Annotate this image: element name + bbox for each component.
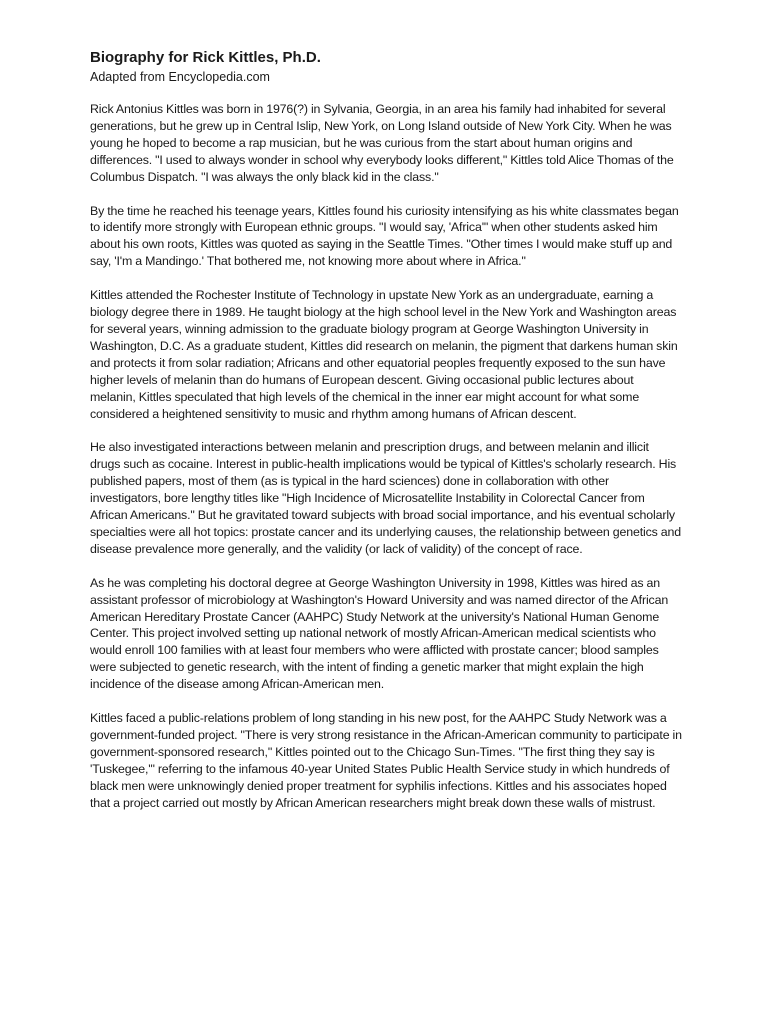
document-subtitle: Adapted from Encyclopedia.com [90,70,270,84]
paragraph-2: By the time he reached his teenage years, Kittles found his curiosity intensifying as his white classmates began to identify more strongly with European ethnic groups. "I would say, 'Africa'" when other students asked him about his own roots, Kittles was quoted as saying in the Seattle Times. "Other times I would make stuff up and say, 'I'm a Mandingo.' That bothered me, not knowing more about where in Africa." [90,203,679,269]
paragraph-3: Kittles attended the Rochester Institute of Technology in upstate New York as an undergraduate, earning a biology degree there in 1989. He taught biology at the high school level in the New York and Washington areas for several years, winning admission to the graduate biology program at George Washington University in Washington, D.C. As a graduate student, Kittles did research on melanin, the pigment that darkens human skin and protects it from solar radiation; Africans and other equatorial peoples frequently exposed to the sun have higher levels of melanin than do humans of European descent. Giving occasional public lectures about melanin, Kittles speculated that high levels of the chemical in the inner ear might account for what some considered a heightened sensitivity to music and rhythm among humans of African descent. [90,288,678,421]
paragraph-1: Rick Antonius Kittles was born in 1976(?) in Sylvania, Georgia, in an area his family had inhabited for several generations, but he grew up in Central Islip, New York, on Long Island outside of New York City. When he was young he hoped to become a rap musician, but he was curious from the start about human origins and differences. "I used to always wonder in school why everybody looks different," Kittles told Alice Thomas of the Columbus Dispatch. "I was always the only black kid in the class." [90,102,674,184]
paragraph-6: Kittles faced a public-relations problem of long standing in his new post, for the AAHPC Study Network was a government-funded project. "There is very strong resistance in the African-American community to participate in government-sponsored research," Kittles pointed out to the Chicago Sun-Times. "The first thing they say is 'Tuskegee,'" referring to the infamous 40-year United States Public Health Service study in which hundreds of black men were unknowingly denied proper treatment for syphilis infections. Kittles and his associates hoped that a project carried out mostly by African American researchers might break down these walls of mistrust. [90,711,682,810]
paragraph-4: He also investigated interactions between melanin and prescription drugs, and between melanin and illicit drugs such as cocaine. Interest in public-health implications would be typical of Kittles's scholarly research. His published papers, most of them (as is typical in the hard sciences) done in collaboration with other investigators, bore lengthy titles like "High Incidence of Microsatellite Instability in Colorectal Cancer from African Americans." But he gravitated toward subjects with broad social importance, and his eventual scholarly specialties were all hot topics: prostate cancer and its underlying causes, the relationship between genetics and disease prevalence more generally, and the validity (or lack of validity) of the concept of race. [90,440,681,556]
document-page [90,48,682,829]
paragraph-5: As he was completing his doctoral degree at George Washington University in 1998, Kittles was hired as an assistant professor of microbiology at Washington's Howard University and was named director of the African American Hereditary Prostate Cancer (AAHPC) Study Network at the university's National Human Genome Center. This project involved setting up national network of mostly African-American medical scientists who would enroll 100 families with at least four members who were afflicted with prostate cancer; blood samples were subjected to genetic research, with the intent of finding a genetic marker that might explain the high incidence of the disease among African-American men. [90,575,669,692]
document-title: Biography for Rick Kittles, Ph.D. [90,49,321,66]
